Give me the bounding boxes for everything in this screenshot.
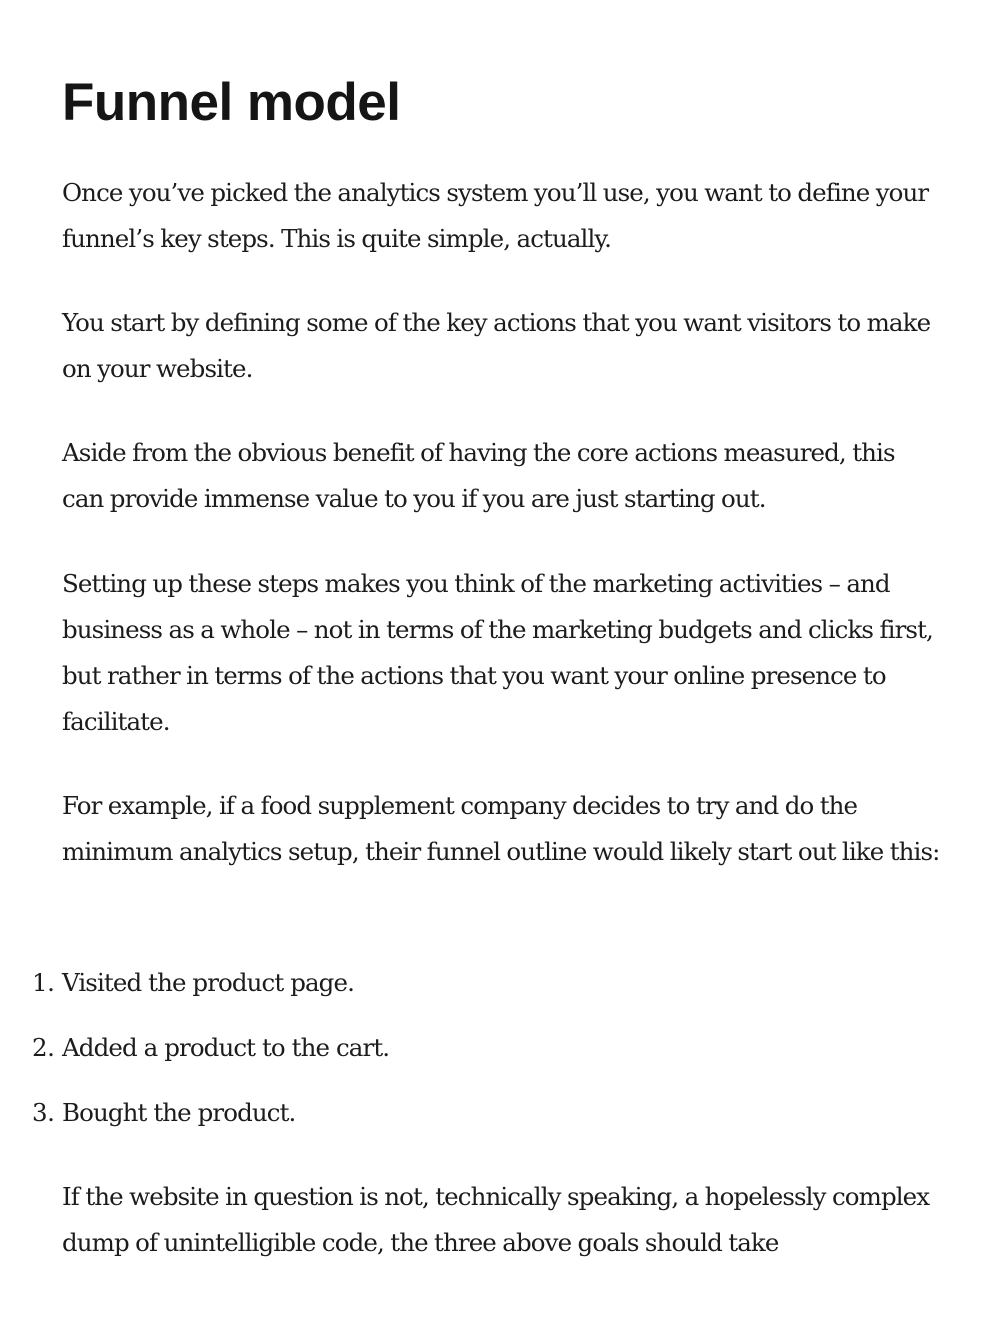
- paragraph-key-actions: You start by defining some of the key actions that you want visitors to make on your website.: [62, 308, 931, 383]
- paragraph-closing: If the website in question is not, technically speaking, a hopelessly complex dump of unintelligible code, the three above goals should take: [62, 1182, 930, 1257]
- list-item-number: 2.: [32, 1033, 55, 1062]
- list-item-text: Visited the product page.: [62, 968, 354, 997]
- list-item-number: 1.: [32, 968, 55, 997]
- page-title: Funnel model: [62, 73, 401, 132]
- paragraph-intro: Once you’ve picked the analytics system you’ll use, you want to define your funnel’s key steps. This is quite simple, actually.: [62, 178, 929, 253]
- list-item-text: Bought the product.: [62, 1098, 296, 1127]
- list-item-number: 3.: [32, 1098, 55, 1127]
- paragraph-benefit: Aside from the obvious benefit of having the core actions measured, this can provide immense value to you if you are just starting out.: [62, 438, 895, 513]
- list-item: [32, 1025, 389, 1071]
- paragraph-example: For example, if a food supplement company decides to try and do the minimum analytics setup, their funnel outline would likely start out like this:: [62, 791, 940, 866]
- list-item: [32, 960, 354, 1006]
- list-item: [32, 1090, 295, 1136]
- list-item-text: Added a product to the cart.: [62, 1033, 390, 1062]
- paragraph-setting-up: Setting up these steps makes you think of the marketing activities – and business as a whole – not in terms of the marketing budgets and clicks first, but rather in terms of the actions that you want your online presence to facilitate.: [62, 569, 933, 736]
